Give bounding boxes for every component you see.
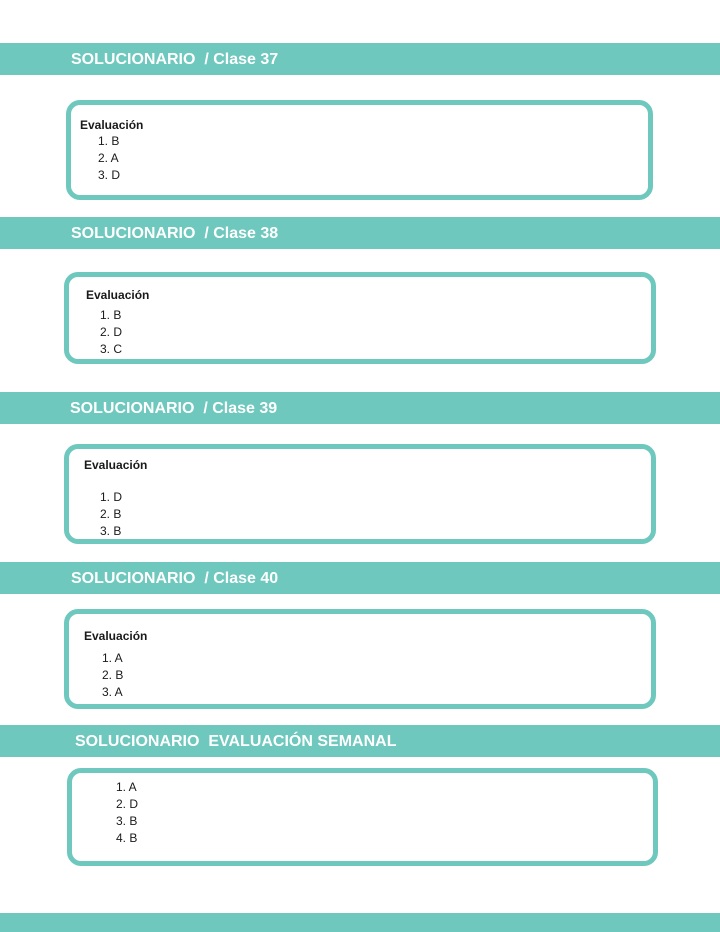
section-title: SOLUCIONARIO / Clase 37 [71,51,279,68]
section-header-weekly-evaluation [0,725,720,757]
evaluation-heading: Evaluación [86,288,150,302]
section-header-clase-37 [0,43,720,75]
answer-item: 1. A [102,651,123,665]
section-title: SOLUCIONARIO EVALUACIÓN SEMANAL [75,733,397,750]
section-title: SOLUCIONARIO / Clase 40 [71,570,279,587]
section-title: SOLUCIONARIO / Clase 39 [70,400,278,417]
answer-list [116,779,138,847]
answer-item: 3. B [100,524,122,538]
section-header-clase-40 [0,562,720,594]
answer-item: 3. D [98,168,121,182]
answer-card-weekly-evaluation [67,768,658,866]
footer-band [0,913,720,932]
answer-item: 1. A [116,780,137,794]
section-title: SOLUCIONARIO / Clase 38 [71,225,279,242]
answer-item: 2. D [116,797,139,811]
answer-list [100,307,122,358]
answer-item: 2. B [100,507,122,521]
answer-card-clase-39 [64,444,656,544]
answer-card-clase-37 [66,100,653,200]
answer-card-clase-38 [64,272,656,364]
answer-item: 2. D [100,325,123,339]
answer-item: 2. A [98,151,119,165]
answer-list [98,133,120,184]
answer-item: 3. B [116,814,138,828]
answer-item: 3. C [100,342,123,356]
answer-item: 3. A [102,685,123,699]
answer-card-clase-40 [64,609,656,709]
answer-item: 2. B [102,668,124,682]
evaluation-heading: Evaluación [84,629,148,643]
evaluation-heading: Evaluación [84,458,148,472]
evaluation-heading: Evaluación [80,118,144,132]
section-header-clase-39 [0,392,720,424]
answer-item: 1. D [100,490,123,504]
answer-list [102,650,123,701]
answer-list [100,489,122,540]
answer-item: 1. B [98,134,120,148]
answer-item: 1. B [100,308,122,322]
answer-item: 4. B [116,831,138,845]
section-header-clase-38 [0,217,720,249]
